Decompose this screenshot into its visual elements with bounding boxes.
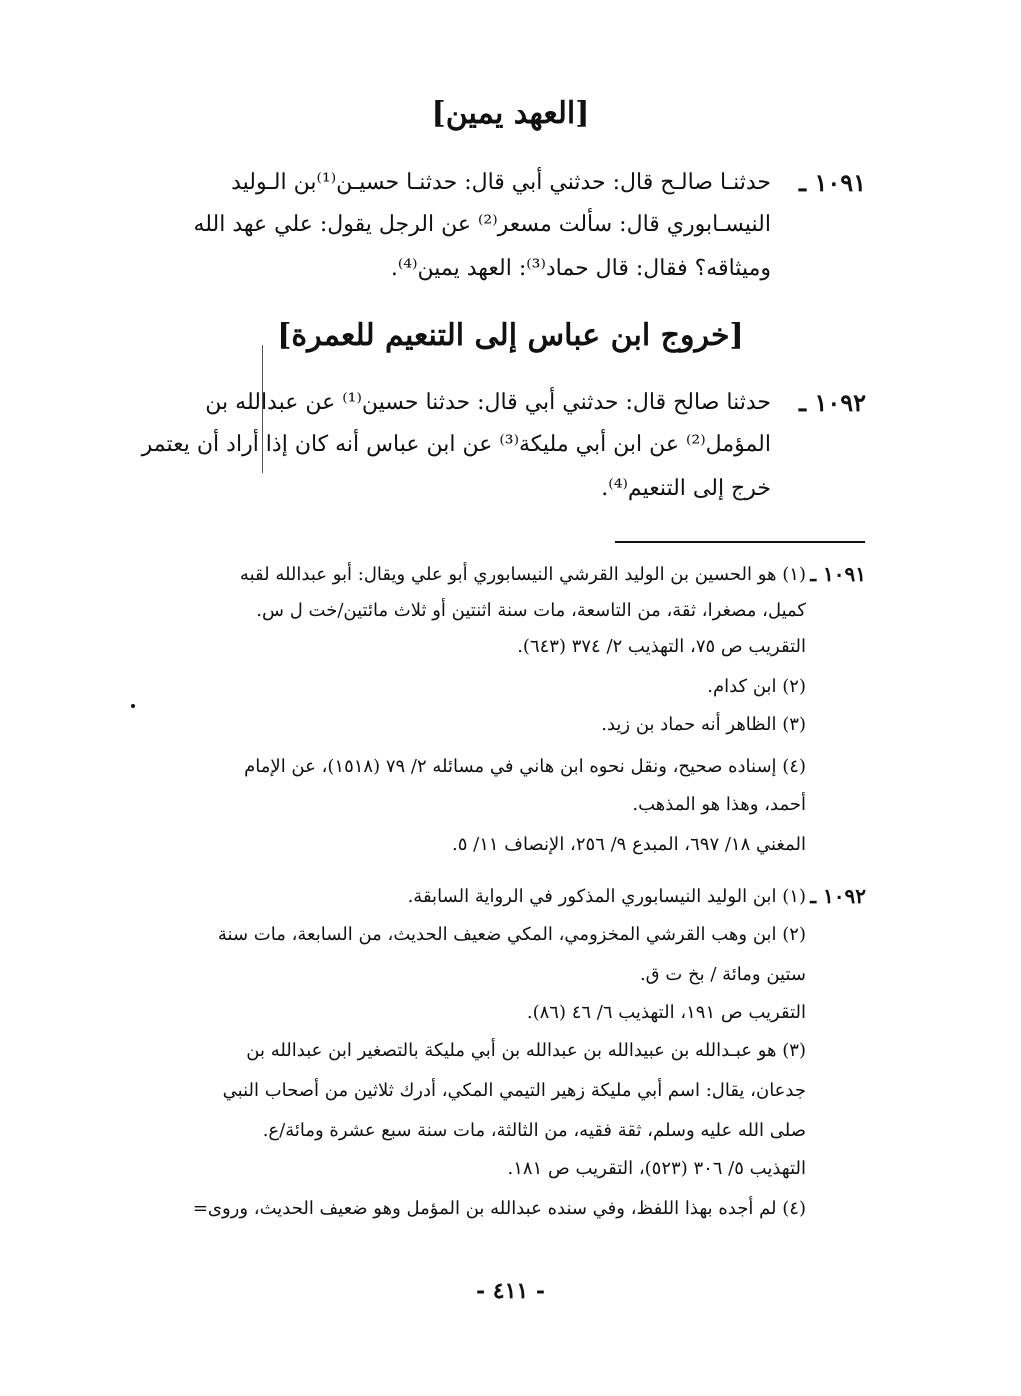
section-heading-umrah: [خروج ابن عباس إلى التنعيم للعمرة]: [277, 318, 744, 353]
entry-number: ١٠٩٢ ـ: [799, 388, 866, 417]
footnote-line: التقريب ص ١٩١، التهذيب ٦/ ٤٦ (٨٦).: [526, 1002, 806, 1023]
footnotes-1092: [0, 884, 1021, 1234]
entry-line: النيسـابوري قال: سألت مسعر⁽²⁾ عن الرجل يقول: علي عهد الله: [193, 212, 771, 237]
entry-line: المؤمل⁽²⁾ عن ابن أبي مليكة⁽³⁾ عن ابن عباس أنه كان إذا أراد أن يعتمر: [141, 432, 771, 457]
footnote-separator: [615, 541, 865, 543]
entry-1091: [0, 168, 1021, 298]
footnotes-1091: [0, 562, 1021, 872]
entry-line: خرج إلى التنعيم⁽⁴⁾.: [601, 476, 771, 501]
footnote-group-number: ١٠٩٢ ـ: [810, 884, 866, 908]
footnote-line: (١) ابن الوليد النيسابوري المذكور في الرواية السابقة.: [407, 886, 806, 907]
entry-number: ١٠٩١ ـ: [799, 168, 866, 197]
footnote-line: ستين ومائة / بخ ت ق.: [639, 964, 806, 985]
footnote-line: صلى الله عليه وسلم، ثقة فقيه، من الثالثة، مات سنة سبع عشرة ومائة/ع.: [262, 1120, 806, 1141]
entry-line: وميثاقه؟ فقال: قال حماد⁽³⁾: العهد يمين⁽⁴⁾.: [390, 256, 771, 281]
footnote-line: التقريب ص ٧٥، التهذيب ٢/ ٣٧٤ (٦٤٣).: [517, 636, 806, 657]
footnote-line: (٤) إسناده صحيح، ونقل نحوه ابن هاني في مسائله ٢/ ٧٩ (١٥١٨)، عن الإمام: [244, 756, 806, 777]
footnote-line: (٣) الظاهر أنه حماد بن زيد.: [601, 714, 806, 735]
entry-line: حدثنـا صالـح قال: حدثني أبي قال: حدثنـا حسيـن⁽¹⁾بن الـوليد: [231, 170, 771, 195]
footnote-line: المغني ١٨/ ٦٩٧، المبدع ٩/ ٢٥٦، الإنصاف ١١/ ٥.: [452, 834, 806, 855]
entry-1092: [0, 388, 1021, 518]
footnote-line: جدعان، يقال: اسم أبي مليكة زهير التيمي المكي، أدرك ثلاثين من أصحاب النبي: [222, 1080, 806, 1101]
footnote-line: التهذيب ٥/ ٣٠٦ (٥٢٣)، التقريب ص ١٨١.: [507, 1158, 806, 1179]
footnote-line: (٢) ابن وهب القرشي المخزومي، المكي ضعيف الحديث، من السابعة، مات سنة: [217, 924, 806, 945]
footnote-group-number: ١٠٩١ ـ: [810, 562, 866, 586]
footnote-line: كميل، مصغرا، ثقة، من التاسعة، مات سنة اثنتين أو ثلاث مائتين/خت ل س.: [256, 600, 806, 621]
footnote-line: (٣) هو عبـدالله بن عبيدالله بن عبدالله بن أبي مليكة بالتصغير ابن عبدالله بن: [246, 1040, 806, 1061]
footnote-line: (٢) ابن كدام.: [707, 676, 806, 697]
entry-line: حدثنا صالح قال: حدثني أبي قال: حدثنا حسين⁽¹⁾ عن عبدالله بن: [205, 390, 771, 415]
footnote-line: أحمد، وهذا هو المذهب.: [632, 794, 806, 815]
footnote-line: (١) هو الحسين بن الوليد القرشي النيسابوري أبو علي ويقال: أبو عبدالله لقبه: [239, 564, 806, 585]
footnote-line: (٤) لم أجده بهذا اللفظ، وفي سنده عبدالله بن المؤمل وهو ضعيف الحديث، وروى=: [192, 1198, 806, 1219]
page-number: - ٤١١ -: [475, 1278, 546, 1304]
section-heading-oath: [العهد يمين]: [431, 96, 590, 131]
